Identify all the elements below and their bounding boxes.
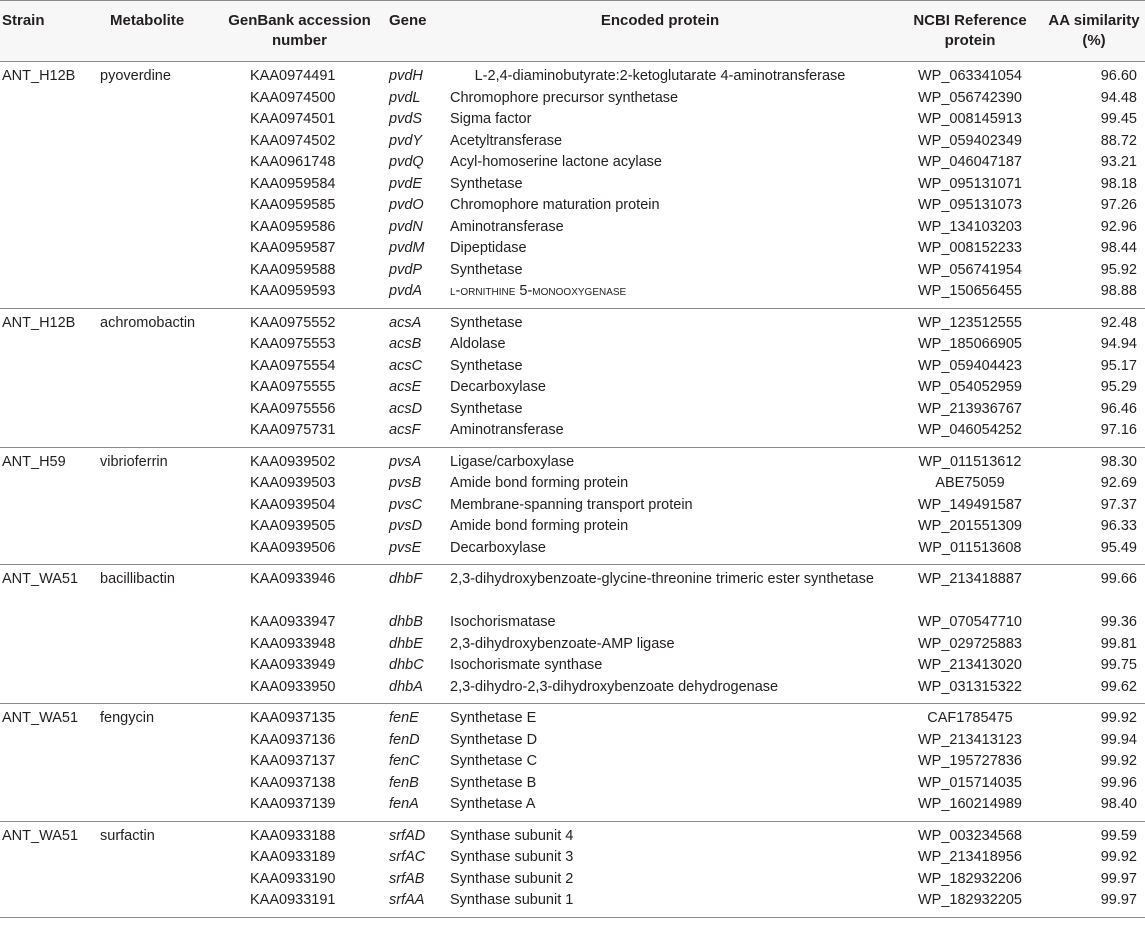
header-similarity: AA similarity (%) xyxy=(1048,12,1140,49)
similarity-cell: 96.46 xyxy=(1100,400,1137,417)
accession-cell: KAA0961748 xyxy=(250,154,336,170)
protein-cell: Ligase/carboxylase xyxy=(450,453,575,470)
reference-cell: WP_031315322 xyxy=(918,678,1022,695)
gene-cell: acsD xyxy=(389,400,423,417)
similarity-cell: 95.29 xyxy=(1100,379,1137,395)
accession-cell: KAA0974491 xyxy=(250,68,336,84)
reference-cell: WP_054052959 xyxy=(918,379,1022,395)
accession-cell: KAA0959585 xyxy=(250,197,336,213)
protein-cell: Synthetase xyxy=(450,261,523,278)
protein-cell: Amide bond forming protein xyxy=(450,475,629,491)
gene-cell: fenB xyxy=(389,774,419,791)
similarity-cell: 98.88 xyxy=(1100,283,1137,299)
accession-cell: KAA0959588 xyxy=(250,261,336,278)
gene-cell: pvdA xyxy=(389,283,423,299)
gene-cell: dhbB xyxy=(389,614,423,630)
gene-cell: pvdY xyxy=(389,132,423,149)
similarity-cell: 94.48 xyxy=(1100,89,1137,106)
reference-cell: WP_201551309 xyxy=(918,518,1022,534)
table-row xyxy=(0,260,1145,282)
table-row xyxy=(0,88,1145,110)
reference-cell: WP_056742390 xyxy=(918,89,1022,106)
reference-cell: WP_213413020 xyxy=(918,657,1022,673)
header-gene: Gene xyxy=(389,12,427,29)
gene-cell: pvdS xyxy=(389,111,423,127)
reference-cell: WP_213418887 xyxy=(918,571,1022,587)
reference-cell: WP_185066905 xyxy=(918,336,1022,352)
similarity-cell: 99.81 xyxy=(1100,635,1137,652)
gene-cell: srfAA xyxy=(389,892,425,908)
reference-cell: WP_046054252 xyxy=(918,422,1022,438)
similarity-cell: 99.36 xyxy=(1100,614,1137,630)
similarity-cell: 98.40 xyxy=(1100,796,1137,812)
table-row xyxy=(0,152,1145,174)
strain-cell: ANT_WA51 xyxy=(2,827,79,844)
similarity-cell: 99.92 xyxy=(1100,710,1137,726)
table-row xyxy=(0,538,1145,560)
protein-cell: 2,3-dihydroxybenzoate-AMP ligase xyxy=(450,635,675,652)
table-row xyxy=(0,708,1145,730)
similarity-cell: 94.94 xyxy=(1100,336,1137,352)
reference-cell: WP_008145913 xyxy=(918,111,1022,127)
header-protein: Encoded protein xyxy=(600,12,720,29)
gene-cell: fenC xyxy=(389,753,420,769)
protein-cell: 2,3-dihydro-2,3-dihydroxybenzoate dehydrogenase xyxy=(450,678,779,695)
protein-cell: Aminotransferase xyxy=(450,422,564,438)
gene-cell: pvdO xyxy=(389,197,424,213)
table-row xyxy=(0,217,1145,239)
accession-cell: KAA0933189 xyxy=(250,849,336,865)
reference-cell: WP_095131073 xyxy=(918,197,1022,213)
table-row xyxy=(0,751,1145,773)
table-row xyxy=(0,569,1145,612)
accession-cell: KAA0937135 xyxy=(250,710,336,726)
reference-cell: WP_134103203 xyxy=(918,218,1022,235)
similarity-cell: 88.72 xyxy=(1100,132,1137,149)
similarity-cell: 99.97 xyxy=(1100,870,1137,887)
similarity-cell: 99.45 xyxy=(1100,111,1137,127)
reference-cell: WP_095131071 xyxy=(918,175,1022,192)
gene-cell: pvsC xyxy=(389,496,423,513)
strain-cell: ANT_H12B xyxy=(2,68,76,84)
protein-cell: Synthase subunit 1 xyxy=(450,892,574,908)
header-metabolite: Metabolite xyxy=(110,12,185,29)
accession-cell: KAA0933188 xyxy=(250,827,336,844)
table-row xyxy=(0,356,1145,378)
similarity-cell: 93.21 xyxy=(1100,154,1137,170)
protein-cell: Chromophore precursor synthetase xyxy=(450,89,679,106)
reference-cell: ABE75059 xyxy=(935,475,1005,491)
similarity-cell: 97.26 xyxy=(1100,197,1137,213)
gene-cell: acsE xyxy=(389,379,422,395)
protein-cell: Acetyltransferase xyxy=(450,132,563,149)
protein-cell: Synthase subunit 2 xyxy=(450,870,574,887)
reference-cell: WP_015714035 xyxy=(918,774,1022,791)
gene-cell: fenE xyxy=(389,710,419,726)
metabolite-cell: bacillibactin xyxy=(100,571,175,587)
table-row xyxy=(0,313,1145,335)
similarity-cell: 96.60 xyxy=(1100,68,1137,84)
table-group xyxy=(0,309,1145,448)
table-row xyxy=(0,66,1145,88)
gene-cell: dhbA xyxy=(389,678,423,695)
table-group xyxy=(0,62,1145,309)
reference-cell: WP_059404423 xyxy=(918,357,1022,374)
reference-cell: WP_059402349 xyxy=(918,132,1022,149)
metabolite-cell: fengycin xyxy=(100,710,155,726)
similarity-cell: 95.49 xyxy=(1100,539,1137,556)
reference-cell: WP_063341054 xyxy=(918,68,1022,84)
gene-cell: srfAC xyxy=(389,849,426,865)
reference-cell: WP_003234568 xyxy=(918,827,1022,844)
protein-cell: Dipeptidase xyxy=(450,240,527,256)
similarity-cell: 92.96 xyxy=(1100,218,1137,235)
protein-cell: Synthetase D xyxy=(450,731,538,748)
table-row xyxy=(0,420,1145,442)
table-row xyxy=(0,238,1145,260)
accession-cell: KAA0939503 xyxy=(250,475,336,491)
table-group xyxy=(0,565,1145,704)
accession-cell: KAA0975555 xyxy=(250,379,336,395)
gene-cell: dhbC xyxy=(389,657,424,673)
similarity-cell: 97.37 xyxy=(1100,496,1137,513)
strain-cell: ANT_WA51 xyxy=(2,710,79,726)
table-row xyxy=(0,452,1145,474)
header-accession: GenBank accession number xyxy=(228,12,371,49)
similarity-cell: 92.69 xyxy=(1100,475,1137,491)
gene-cell: srfAB xyxy=(389,870,425,887)
accession-cell: KAA0959584 xyxy=(250,175,336,192)
gene-cell: pvsE xyxy=(389,539,422,556)
accession-cell: KAA0975553 xyxy=(250,336,336,352)
header-strain: Strain xyxy=(2,12,45,29)
protein-cell: L-2,4-diaminobutyrate:2-ketoglutarate 4-aminotransferase xyxy=(474,68,846,84)
table-group xyxy=(0,704,1145,822)
accession-cell: KAA0974500 xyxy=(250,89,336,106)
reference-cell: WP_123512555 xyxy=(918,314,1022,331)
similarity-cell: 99.92 xyxy=(1100,753,1137,769)
accession-cell: KAA0937136 xyxy=(250,731,336,748)
similarity-cell: 97.16 xyxy=(1100,422,1137,438)
accession-cell: KAA0933949 xyxy=(250,657,336,673)
table-row xyxy=(0,109,1145,131)
reference-cell: WP_195727836 xyxy=(918,753,1022,769)
gene-cell: pvsA xyxy=(389,453,422,470)
reference-cell: WP_182932205 xyxy=(918,892,1022,908)
similarity-cell: 98.44 xyxy=(1100,240,1137,256)
strain-cell: ANT_WA51 xyxy=(2,571,79,587)
similarity-cell: 98.18 xyxy=(1100,175,1137,192)
gene-cell: acsA xyxy=(389,314,422,331)
accession-cell: KAA0939506 xyxy=(250,539,336,556)
gene-cell: acsB xyxy=(389,336,422,352)
accession-cell: KAA0937139 xyxy=(250,796,336,812)
reference-cell: WP_011513608 xyxy=(918,539,1022,556)
accession-cell: KAA0939505 xyxy=(250,518,336,534)
gene-cell: dhbE xyxy=(389,635,423,652)
table-row xyxy=(0,195,1145,217)
protein-cell: Aldolase xyxy=(450,336,506,352)
reference-cell: WP_150656455 xyxy=(918,283,1022,299)
similarity-cell: 99.92 xyxy=(1100,849,1137,865)
similarity-cell: 99.97 xyxy=(1100,892,1137,908)
reference-cell: WP_046047187 xyxy=(918,154,1022,170)
reference-cell: WP_182932206 xyxy=(918,870,1022,887)
reference-cell: WP_011513612 xyxy=(918,453,1022,470)
reference-cell: WP_070547710 xyxy=(918,614,1022,630)
reference-cell: WP_213936767 xyxy=(918,400,1022,417)
protein-cell: Decarboxylase xyxy=(450,379,546,395)
protein-cell: Amide bond forming protein xyxy=(450,518,629,534)
protein-cell: Isochorismatase xyxy=(450,614,556,630)
accession-cell: KAA0933190 xyxy=(250,870,336,887)
accession-cell: KAA0933946 xyxy=(250,571,336,587)
similarity-cell: 99.94 xyxy=(1100,731,1137,748)
gene-cell: pvdM xyxy=(389,240,425,256)
protein-cell: l-ornithine 5-monooxygenase xyxy=(450,283,627,299)
accession-cell: KAA0959586 xyxy=(250,218,336,235)
similarity-cell: 99.59 xyxy=(1100,827,1137,844)
gene-cell: pvdQ xyxy=(389,154,424,170)
similarity-cell: 95.92 xyxy=(1100,261,1137,278)
accession-cell: KAA0975554 xyxy=(250,357,336,374)
protein-cell: Synthetase xyxy=(450,314,523,331)
protein-cell: Synthase subunit 3 xyxy=(450,849,574,865)
protein-cell: Sigma factor xyxy=(450,111,532,127)
accession-cell: KAA0975552 xyxy=(250,314,336,331)
protein-cell: Synthetase A xyxy=(450,796,536,812)
table-row xyxy=(0,890,1145,912)
metabolite-cell: surfactin xyxy=(100,827,155,844)
reference-cell: WP_213418956 xyxy=(918,849,1022,865)
table-row xyxy=(0,281,1145,303)
reference-cell: WP_008152233 xyxy=(918,240,1022,256)
gene-cell: fenD xyxy=(389,731,420,748)
header-ref: NCBI Reference protein xyxy=(913,12,1027,49)
accession-cell: KAA0933947 xyxy=(250,614,336,630)
similarity-cell: 99.66 xyxy=(1100,571,1137,587)
protein-cell: Synthetase B xyxy=(450,774,537,791)
table-row xyxy=(0,634,1145,656)
gene-cell: fenA xyxy=(389,796,419,812)
reference-cell: WP_056741954 xyxy=(918,261,1022,278)
metabolite-cell: vibrioferrin xyxy=(100,453,168,470)
table-row xyxy=(0,730,1145,752)
table-row xyxy=(0,334,1145,356)
table-row xyxy=(0,847,1145,869)
accession-cell: KAA0939504 xyxy=(250,496,336,513)
table-row xyxy=(0,399,1145,421)
similarity-cell: 96.33 xyxy=(1100,518,1137,534)
strain-cell: ANT_H59 xyxy=(2,453,66,470)
metabolite-cell: achromobactin xyxy=(100,314,196,331)
gene-cell: pvdN xyxy=(389,218,423,235)
protein-cell: Aminotransferase xyxy=(450,218,564,235)
table-header xyxy=(0,0,1145,62)
table-row xyxy=(0,473,1145,495)
accession-cell: KAA0959593 xyxy=(250,283,336,299)
protein-cell: Acyl-homoserine lactone acylase xyxy=(450,154,662,170)
reference-cell: CAF1785475 xyxy=(927,710,1013,726)
gene-cell: acsF xyxy=(389,422,421,438)
protein-cell: Synthetase xyxy=(450,357,523,374)
gene-cell: pvsB xyxy=(389,475,422,491)
gene-cell: pvdP xyxy=(389,261,423,278)
similarity-cell: 99.96 xyxy=(1100,774,1137,791)
gene-cell: srfAD xyxy=(389,827,426,844)
gene-cell: pvdH xyxy=(389,68,423,84)
accession-cell: KAA0937138 xyxy=(250,774,336,791)
accession-cell: KAA0937137 xyxy=(250,753,336,769)
similarity-cell: 99.75 xyxy=(1100,657,1137,673)
gene-cell: dhbF xyxy=(389,571,423,587)
protein-cell: Synthetase E xyxy=(450,710,537,726)
gene-cell: pvdL xyxy=(389,89,421,106)
accession-cell: KAA0974501 xyxy=(250,111,336,127)
table-row xyxy=(0,869,1145,891)
table-row xyxy=(0,131,1145,153)
protein-cell: Synthetase xyxy=(450,400,523,417)
accession-cell: KAA0974502 xyxy=(250,132,336,149)
similarity-cell: 99.62 xyxy=(1100,678,1137,695)
table-group xyxy=(0,448,1145,566)
accession-cell: KAA0933191 xyxy=(250,892,336,908)
protein-cell: Chromophore maturation protein xyxy=(450,197,660,213)
protein-cell: Synthetase xyxy=(450,175,523,192)
protein-cell: Synthetase C xyxy=(450,753,538,769)
accession-cell: KAA0933948 xyxy=(250,635,336,652)
accession-cell: KAA0975731 xyxy=(250,422,336,438)
table-row xyxy=(0,826,1145,848)
table-row xyxy=(0,612,1145,634)
table-row xyxy=(0,655,1145,677)
reference-cell: WP_213413123 xyxy=(918,731,1022,748)
table-row xyxy=(0,377,1145,399)
similarity-cell: 92.48 xyxy=(1100,314,1137,331)
metabolite-cell: pyoverdine xyxy=(100,68,171,84)
table-group xyxy=(0,822,1145,918)
protein-cell: Decarboxylase xyxy=(450,539,546,556)
protein-cell: Isochorismate synthase xyxy=(450,657,603,673)
gene-cell: pvdE xyxy=(389,175,423,192)
table-body xyxy=(0,62,1145,918)
strain-cell: ANT_H12B xyxy=(2,314,76,331)
accession-cell: KAA0975556 xyxy=(250,400,336,417)
table-row xyxy=(0,516,1145,538)
accession-cell: KAA0959587 xyxy=(250,240,336,256)
protein-cell: 2,3-dihydroxybenzoate-glycine-threonine trimeric ester synthetase xyxy=(450,571,874,587)
table-row xyxy=(0,794,1145,816)
protein-cell: Membrane-spanning transport protein xyxy=(450,496,693,513)
gene-cell: acsC xyxy=(389,357,423,374)
table-row xyxy=(0,773,1145,795)
similarity-cell: 98.30 xyxy=(1100,453,1137,470)
gene-cell: pvsD xyxy=(389,518,423,534)
reference-cell: WP_160214989 xyxy=(918,796,1022,812)
accession-cell: KAA0939502 xyxy=(250,453,336,470)
table-row xyxy=(0,495,1145,517)
reference-cell: WP_149491587 xyxy=(918,496,1022,513)
similarity-cell: 95.17 xyxy=(1100,357,1137,374)
accession-cell: KAA0933950 xyxy=(250,678,336,695)
reference-cell: WP_029725883 xyxy=(918,635,1022,652)
table-row xyxy=(0,174,1145,196)
table-row xyxy=(0,677,1145,699)
protein-cell: Synthase subunit 4 xyxy=(450,827,574,844)
